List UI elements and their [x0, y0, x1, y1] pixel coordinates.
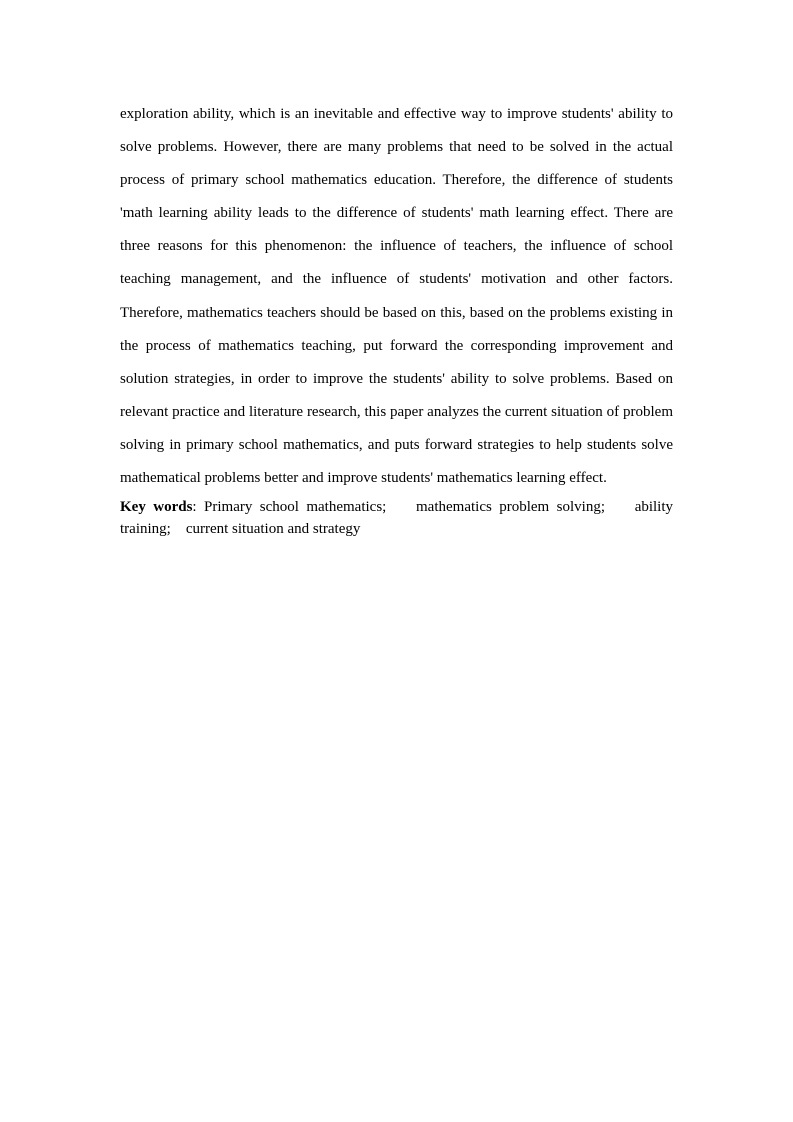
- keyword-item: current situation and strategy: [185, 521, 361, 538]
- keywords-label: Key words: [120, 499, 193, 516]
- keyword-item: ability training;: [120, 499, 674, 538]
- abstract-paragraph: exploration ability, which is an inevitable and effective way to improve students' ability to solve problems. However, there are many problems that need to be solved in the actual process of primary school mathematics education. Therefore, the difference of students 'math learning ability leads to the difference of students' math learning effect. There are three reasons for this phenomenon: the influence of teachers, the influence of school teaching management, and the influence of students' motivation and other factors. Therefore, mathematics teachers should be based on this, based on the problems existing in the process of mathematics teaching, put forward the corresponding improvement and solution strategies, in order to improve the students' ability to solve problems. Based on relevant practice and literature research, this paper analyzes the current situation of problem solving in primary school mathematics, and puts forward strategies to help students solve mathematical problems better and improve students' mathematics learning effect.: [120, 106, 673, 487]
- keywords-separator: :: [192, 499, 197, 516]
- keyword-item: Primary school mathematics;: [204, 499, 387, 516]
- document-page: [120, 98, 673, 540]
- keyword-item: mathematics problem solving;: [416, 499, 605, 516]
- keywords-line: [120, 496, 673, 540]
